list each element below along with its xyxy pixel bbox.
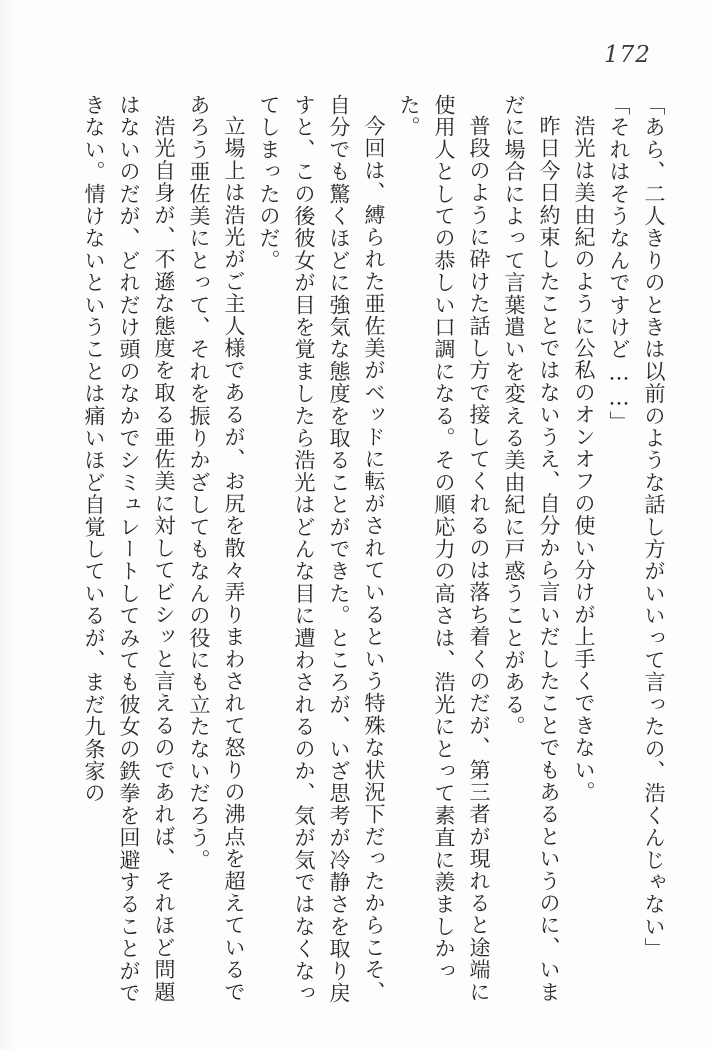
paragraph-7: 立場上は浩光がご主人様であるが、お尻を散々弄りまわされて怒りの沸点を超えているであろう亜佐美にとって、それを振りかざしてもなんの役にも立たないだろう。 — [187, 94, 246, 1003]
paragraph-dialogue-2: 「それはそうなんですけど……」 — [607, 94, 631, 433]
page-number: 172 — [604, 42, 651, 68]
paragraph-4: 昨日今日約束したことではないうえ、自分から言いだしたことでもあるというのに、いまだに場合によって言葉遣いを変える美由紀に戸惑うことがある。 — [502, 94, 561, 1003]
paragraph-8: 浩光自身が、不遜な態度を取る亜佐美に対してビシッと言えるのであれば、それほど問題はないのだが、どれだけ頭のなかでシミュレートしてみても彼女の鉄拳を回避することができない。情けないということは痛いほど自覚しているが、まだ九条家の — [82, 94, 176, 1005]
vertical-text-block — [75, 94, 671, 1010]
paragraph-3: 浩光は美由紀のように公私のオンオフの使い分けが上手くできない。 — [572, 115, 596, 804]
paragraph-dialogue-1: 「あら、二人きりのときは以前のような話し方がいいって言ったの、浩くんじゃない」 — [642, 94, 666, 960]
paragraph-5: 普段のように砕けた話し方で接してくれるのは落ち着くのだが、第三者が現れると途端に使用人としての恭しい口調になる。その順応力の高さは、浩光にとって素直に羨ましかった。 — [397, 94, 491, 1003]
paragraph-6: 今回は、縛られた亜佐美がベッドに転がされているという特殊な状況下だったからこそ、自分でも驚くほどに強気な態度を取ることができた。ところが、いざ思考が冷静さを取り戻すと、この後彼女が目を覚ましたら浩光はどんな目に遭わされるのか、気が気ではなくなってしまったのだ。 — [257, 94, 386, 1005]
